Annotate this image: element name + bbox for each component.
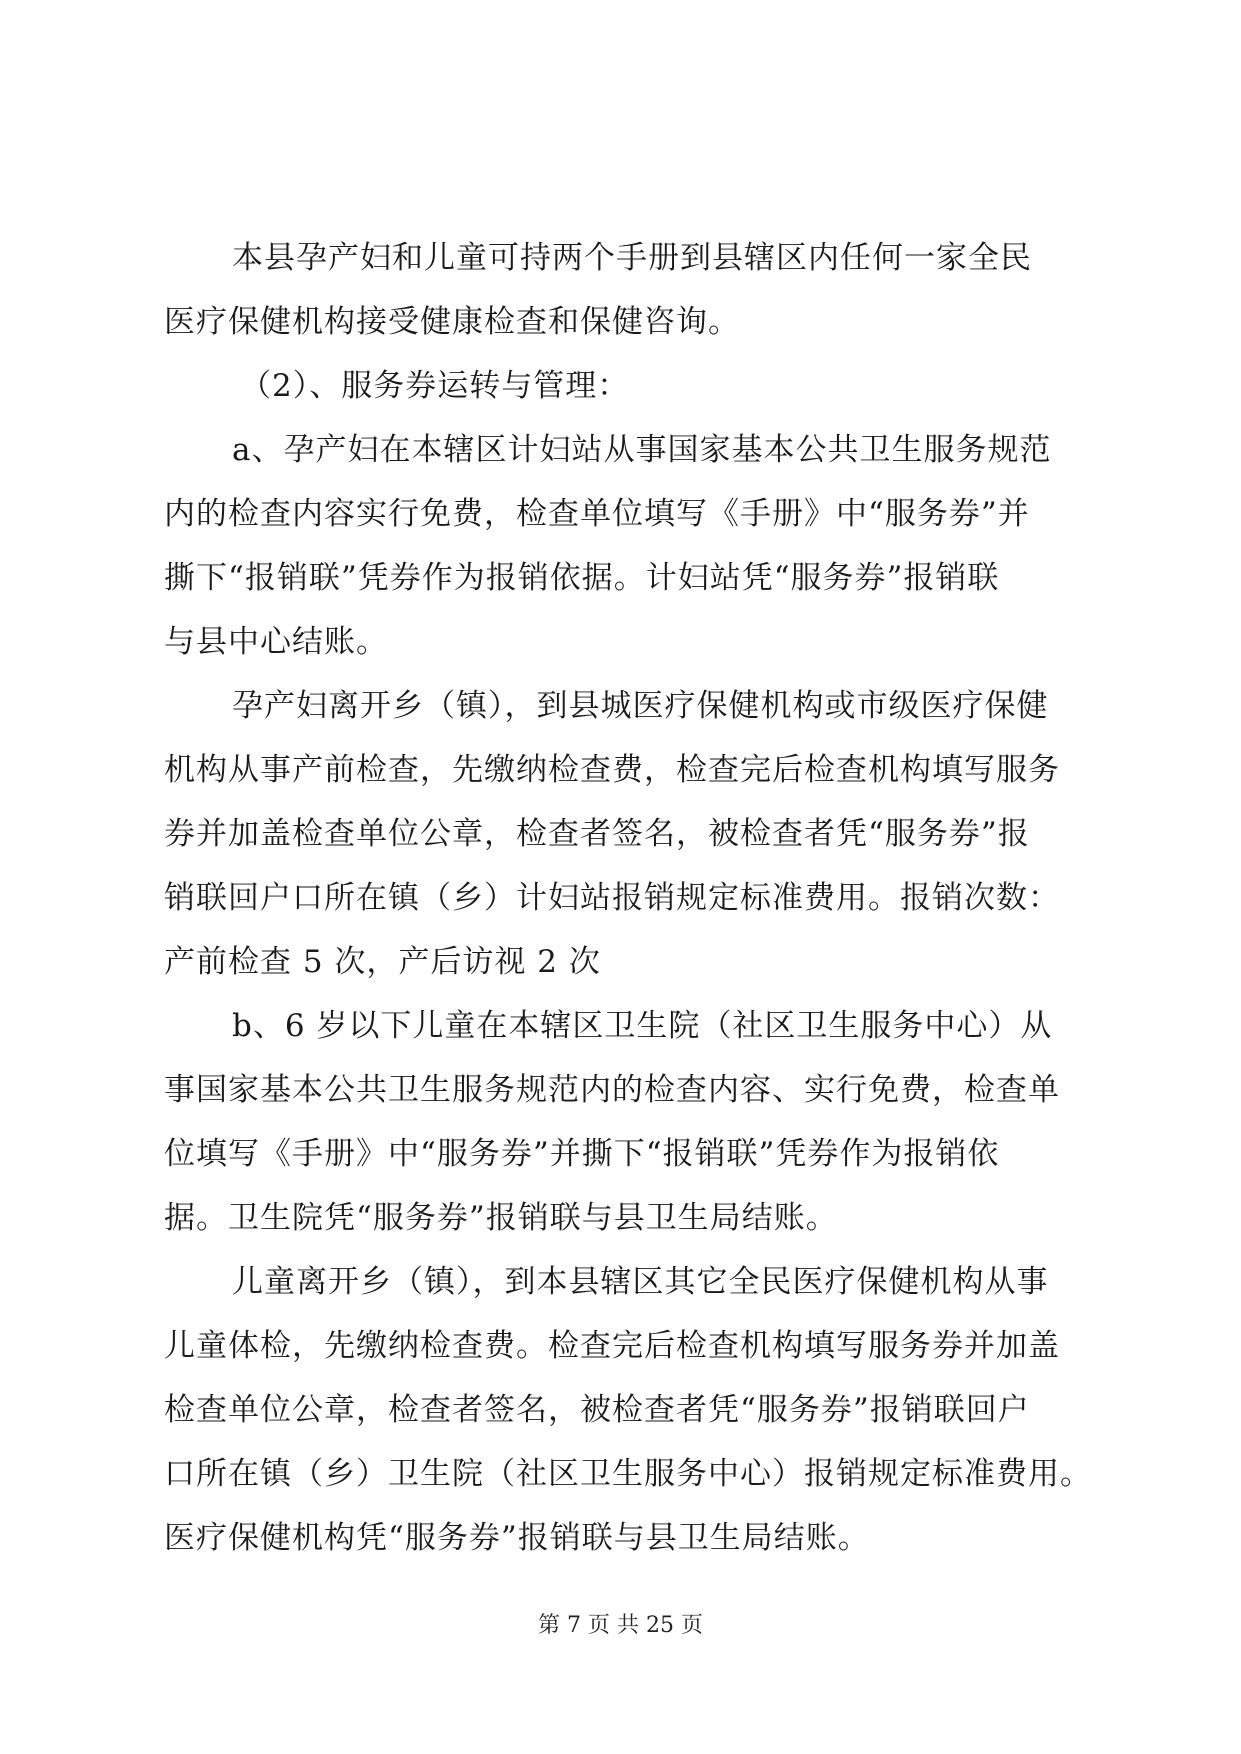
document-body bbox=[164, 226, 1092, 1570]
paragraph-6 bbox=[164, 1250, 1092, 1570]
text-line: 产前检查 5 次，产后访视 2 次 bbox=[164, 944, 601, 980]
paragraph-2-heading bbox=[164, 354, 1079, 418]
text-line: 位填写《手册》中“服务券”并撕下“报销联”凭券作为报销依 bbox=[164, 1136, 1000, 1172]
text-line: 与县中心结账。 bbox=[164, 624, 388, 660]
text-line: 内的检查内容实行免费，检查单位填写《手册》中“服务券”并 bbox=[164, 496, 1030, 532]
paragraph-3 bbox=[164, 418, 1079, 674]
text-line: 撕下“报销联”凭券作为报销依据。计妇站凭“服务券”报销联 bbox=[164, 560, 1000, 596]
page-number-footer: 第 7 页 共 25 页 bbox=[538, 1613, 703, 1638]
text-line: （2）、服务券运转与管理： bbox=[240, 368, 630, 404]
text-line: 券并加盖检查单位公章，检查者签名，被检查者凭“服务券”报 bbox=[164, 816, 1030, 852]
paragraph-4 bbox=[164, 674, 1079, 994]
text-line: 医疗保健机构凭“服务券”报销联与县卫生局结账。 bbox=[164, 1520, 870, 1556]
text-line: 孕产妇离开乡（镇），到县城医疗保健机构或市级医疗保健 bbox=[232, 688, 1049, 724]
text-line: 事国家基本公共卫生服务规范内的检查内容、实行免费，检查单 bbox=[164, 1072, 1060, 1108]
text-line: a、孕产妇在本辖区计妇站从事国家基本公共卫生服务规范 bbox=[232, 432, 1052, 468]
text-line: 检查单位公章，检查者签名，被检查者凭“服务券”报销联回户 bbox=[164, 1392, 1030, 1428]
text-line: 机构从事产前检查，先缴纳检查费，检查完后检查机构填写服务 bbox=[164, 752, 1060, 788]
text-line: 本县孕产妇和儿童可持两个手册到县辖区内任何一家全民 bbox=[232, 240, 1032, 276]
text-line: 儿童体检，先缴纳检查费。检查完后检查机构填写服务券并加盖 bbox=[164, 1328, 1060, 1364]
text-line: 医疗保健机构接受健康检查和保健咨询。 bbox=[164, 304, 740, 340]
text-line: b、6 岁以下儿童在本辖区卫生院（社区卫生服务中心）从 bbox=[232, 1008, 1053, 1044]
paragraph-5 bbox=[164, 994, 1079, 1250]
text-line: 口所在镇（乡）卫生院（社区卫生服务中心）报销规定标准费用。 bbox=[164, 1456, 1092, 1492]
text-line: 据。卫生院凭“服务券”报销联与县卫生局结账。 bbox=[164, 1200, 838, 1236]
text-line: 销联回户口所在镇（乡）计妇站报销规定标准费用。报销次数： bbox=[164, 880, 1060, 916]
text-line: 儿童离开乡（镇），到本县辖区其它全民医疗保健机构从事 bbox=[232, 1264, 1049, 1300]
paragraph-1 bbox=[164, 226, 1079, 354]
